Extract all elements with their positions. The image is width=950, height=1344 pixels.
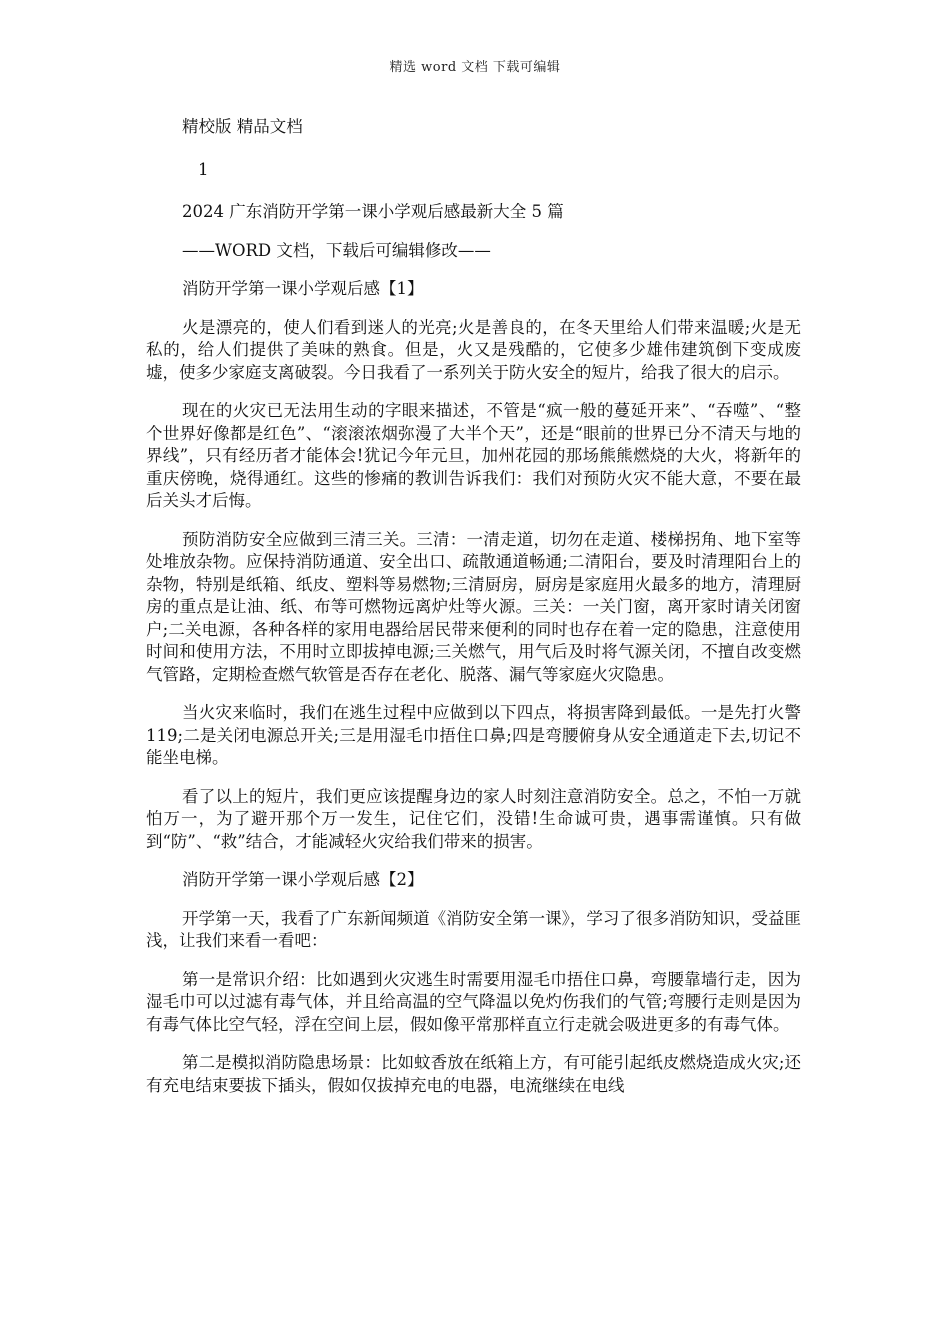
document-subtitle: ——WORD 文档，下载后可编辑修改—— bbox=[182, 240, 491, 260]
paragraph: 当火灾来临时，我们在逃生过程中应做到以下四点，将损害降到最低。一是先打火警 119;二是关闭电源总开关;三是用湿毛巾捂住口鼻;四是弯腰俯身从安全通道走下去,切记不能坐电梯。 bbox=[146, 703, 801, 767]
brand-line: 精校版 精品文档 bbox=[182, 117, 303, 136]
page-header: 精选 word 文档 下载可编辑 bbox=[389, 60, 561, 75]
paragraph: 看了以上的短片，我们更应该提醒身边的家人时刻注意消防安全。总之，不怕一万就怕万一，为了避开那个万一发生，记住它们，没错!生命诚可贵，遇事需谨慎。只有做到“防”、“救”结合，才能减轻火灾给我们带来的损害。 bbox=[146, 786, 801, 851]
paragraph: 开学第一天，我看了广东新闻频道《消防安全第一课》，学习了很多消防知识，受益匪浅，让我们来看一看吧： bbox=[146, 908, 801, 950]
document-title: 2024 广东消防开学第一课小学观后感最新大全 5 篇 bbox=[182, 202, 564, 221]
section-heading-1: 消防开学第一课小学观后感【1】 bbox=[182, 279, 424, 298]
paragraph: 现在的火灾已无法用生动的字眼来描述，不管是“疯一般的蔓延开来”、“吞噬”、“整个世界好像都是红色”、“滚滚浓烟弥漫了大半个天”，还是“眼前的世界已分不清天与地的界线”，只有经历者才能体会!犹记今年元旦，加州花园的那场熊熊燃烧的大火，将新年的重庆傍晚，烧得通红。这些的惨痛的教训告诉我们：我们对预防火灾不能大意，不要在最后关头才后悔。 bbox=[146, 401, 801, 510]
paragraph: 第二是模拟消防隐患场景：比如蚊香放在纸箱上方，有可能引起纸皮燃烧造成火灾;还有充电结束要拔下插头，假如仅拔掉充电的电器，电流继续在电线 bbox=[146, 1053, 801, 1095]
page-number: 1 bbox=[198, 159, 209, 179]
paragraph: 预防消防安全应做到三清三关。三清：一清走道，切勿在走道、楼梯拐角、地下室等处堆放杂物。应保持消防通道、安全出口、疏散通道畅通;二清阳台，要及时清理阳台上的杂物，特别是纸箱、纸皮、塑料等易燃物;三清厨房，厨房是家庭用火最多的地方，清理厨房的重点是让油、纸、布等可燃物远离炉灶等火源。三关：一关门窗，离开家时请关闭窗户;二关电源，各种各样的家用电器给居民带来便利的同时也存在着一定的隐患，注意使用时间和使用方法，不用时立即拔掉电源;三关燃气，用气后及时将气源关闭，不擅自改变燃气管路，定期检查燃气软管是否存在老化、脱落、漏气等家庭火灾隐患。 bbox=[146, 529, 801, 684]
document-body bbox=[146, 108, 801, 1097]
paragraph: 火是漂亮的，使人们看到迷人的光亮;火是善良的，在冬天里给人们带来温暖;火是无私的，给人们提供了美味的熟食。但是，火又是残酷的，它使多少雄伟建筑倒下变成废墟，使多少家庭支离破裂。今日我看了一系列关于防火安全的短片，给我了很大的启示。 bbox=[146, 317, 801, 382]
section-heading-2: 消防开学第一课小学观后感【2】 bbox=[182, 870, 424, 889]
paragraph: 第一是常识介绍：比如遇到火灾逃生时需要用湿毛巾捂住口鼻，弯腰靠墙行走，因为湿毛巾可以过滤有毒气体，并且给高温的空气降温以免灼伤我们的气管;弯腰行走则是因为有毒气体比空气轻，浮在空间上层，假如像平常那样直立行走就会吸进更多的有毒气体。 bbox=[146, 969, 801, 1034]
